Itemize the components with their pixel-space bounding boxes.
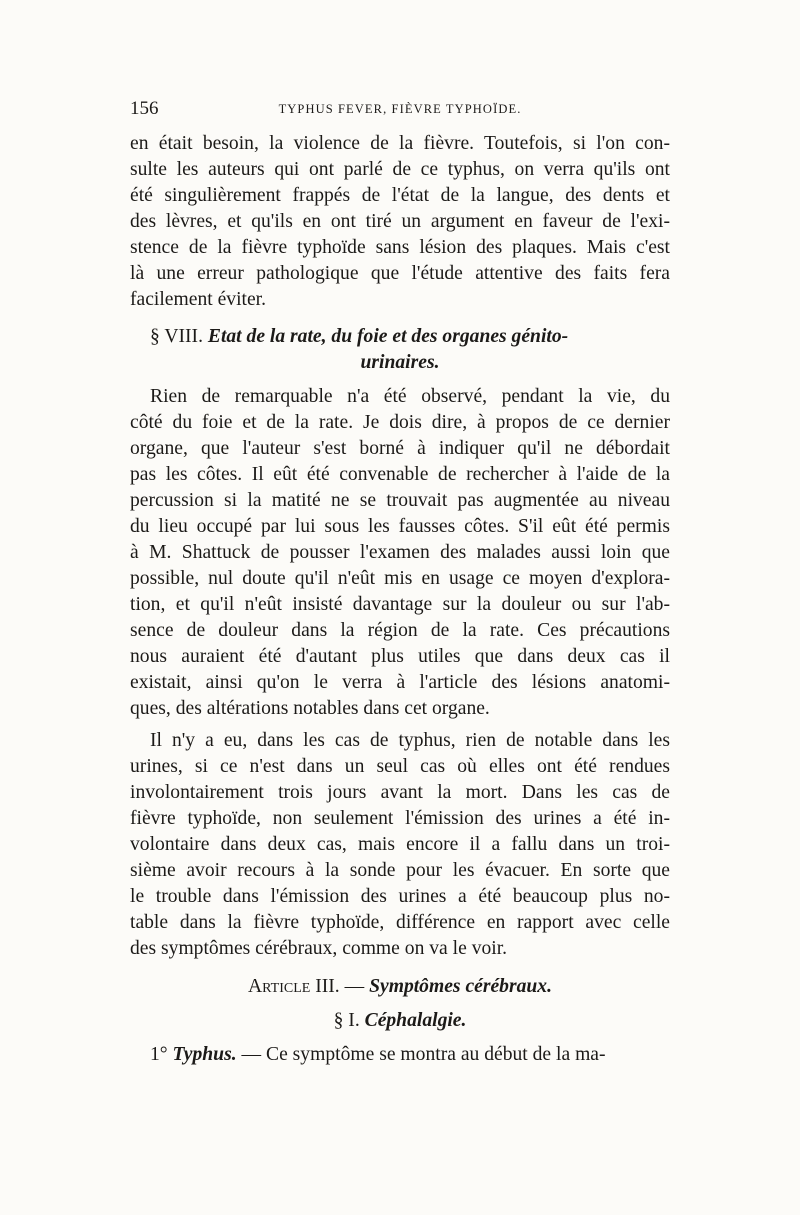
body-line: là une erreur pathologique que l'étude attentive des faits fera [130, 263, 670, 284]
body-line: des symptômes cérébraux, comme on va le voir. [130, 938, 508, 959]
body-line: table dans la fièvre typhoïde, différence en rapport avec celle [130, 912, 670, 933]
article-heading [130, 974, 670, 1000]
subsection-number: § I. [333, 1010, 360, 1031]
body-line: existait, ainsi qu'on le verra à l'article des lésions anatomi- [130, 672, 670, 693]
item-number: 1° [150, 1044, 168, 1065]
body-line: facilement éviter. [130, 289, 266, 310]
body-line: urines, si ce n'est dans un seul cas où elles ont été rendues [130, 756, 670, 777]
body-line: ques, des altérations notables dans cet organe. [130, 698, 490, 719]
body-line: pas les côtes. Il eût été convenable de rechercher à l'aide de la [130, 464, 670, 485]
body-line: le trouble dans l'émission des urines a été beaucoup plus no- [130, 886, 670, 907]
item-text: — Ce symptôme se montra au début de la ma- [236, 1044, 606, 1065]
body-line: sulte les auteurs qui ont parlé de ce typhus, on verra qu'ils ont [130, 159, 670, 180]
section-number: § VIII. [150, 326, 203, 347]
body-line: sence de douleur dans la région de la rate. Ces précautions [130, 620, 670, 641]
body-line: en était besoin, la violence de la fièvre. Toutefois, si l'on con- [130, 133, 670, 154]
article-label: Article III. [248, 976, 340, 997]
body-line: Rien de remarquable n'a été observé, pendant la vie, du [150, 386, 670, 407]
article-title: Symptômes cérébraux. [369, 976, 552, 997]
body-line [150, 1042, 670, 1068]
body-line: organe, que l'auteur s'est borné à indiquer qu'il ne débordait [130, 438, 670, 459]
body-line: stence de la fièvre typhoïde sans lésion des plaques. Mais c'est [130, 237, 670, 258]
body-line: été singulièrement frappés de l'état de la langue, des dents et [130, 185, 670, 206]
body-line: possible, nul doute qu'il n'eût mis en usage ce moyen d'explora- [130, 568, 670, 589]
article-dash: — [339, 976, 370, 997]
body-line: volontaire dans deux cas, mais encore il a fallu dans un troi- [130, 834, 670, 855]
page-header [130, 98, 670, 122]
body-line: côté du foie et de la rate. Je dois dire, à propos de ce dernier [130, 412, 670, 433]
body-line: des lèvres, et qu'ils en ont tiré un argument en faveur de l'exi- [130, 211, 670, 232]
body-line: nous auraient été d'autant plus utiles que dans deux cas il [130, 646, 670, 667]
subsection-heading [130, 1008, 670, 1034]
subsection-title: Céphalalgie. [364, 1010, 467, 1031]
body-line: Il n'y a eu, dans les cas de typhus, rien de notable dans les [150, 730, 670, 751]
body-line: du lieu occupé par lui sous les fausses côtes. S'il eût été permis [130, 516, 670, 537]
body-line: sième avoir recours à la sonde pour les évacuer. En sorte que [130, 860, 670, 881]
body-line: à M. Shattuck de pousser l'examen des malades aussi loin que [130, 542, 670, 563]
body-line: tion, et qu'il n'eût insisté davantage sur la douleur ou sur l'ab- [130, 594, 670, 615]
body-line: involontairement trois jours avant la mort. Dans les cas de [130, 782, 670, 803]
page-number: 156 [130, 98, 159, 119]
section-title: Etat de la rate, du foie et des organes génito- [207, 326, 569, 347]
item-term: Typhus. [172, 1044, 237, 1065]
body-line: percussion si la matité ne se trouvait pas augmentée au niveau [130, 490, 670, 511]
running-title: TYPHUS FEVER, FIÈVRE TYPHOÏDE. [278, 102, 522, 116]
section-title-continued: urinaires. [360, 352, 440, 373]
body-line: fièvre typhoïde, non seulement l'émission des urines a été in- [130, 808, 670, 829]
section-heading [150, 324, 670, 350]
